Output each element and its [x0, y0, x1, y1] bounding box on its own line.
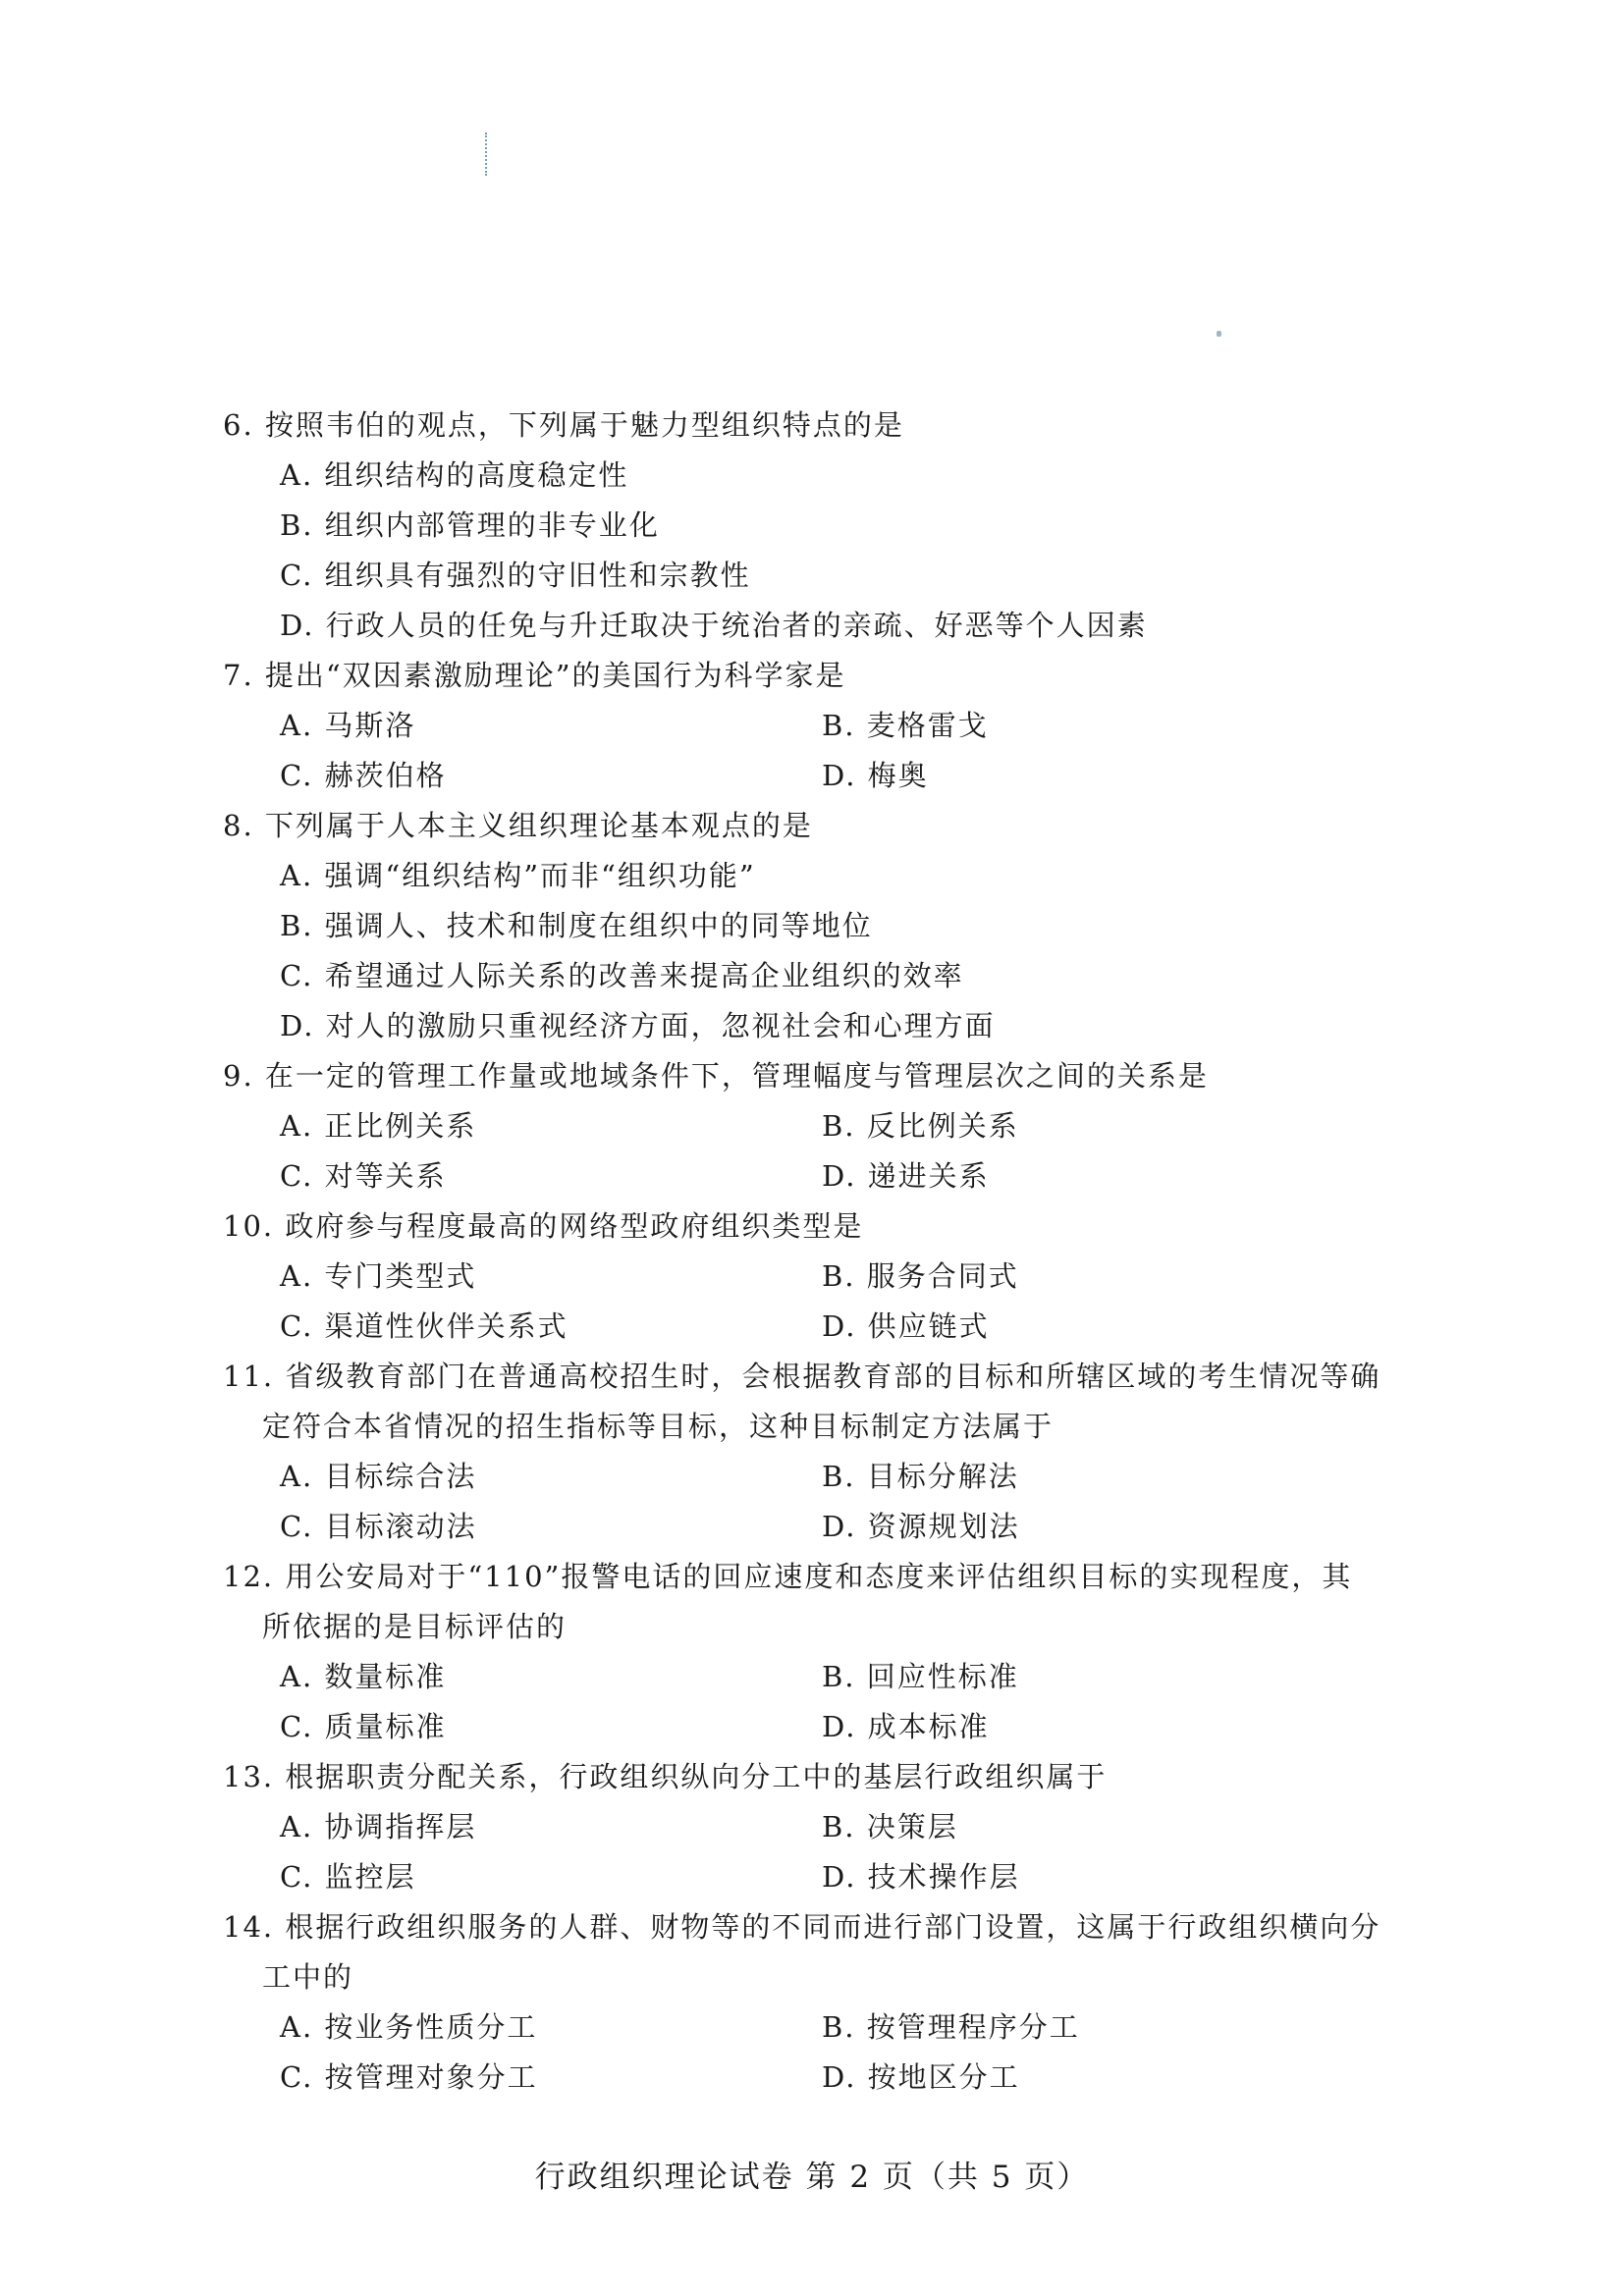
option-list [223, 2002, 1421, 2103]
question-11 [223, 1352, 1421, 1552]
question-7 [223, 651, 1421, 801]
question-9 [223, 1051, 1421, 1201]
option-c: C. 监控层 [280, 1860, 416, 1894]
question-stem-continued: 定符合本省情况的招生指标等目标，这种目标制定方法属于 [262, 1410, 1055, 1443]
option-a: A. 强调“组织结构”而非“组织功能” [280, 859, 756, 892]
scan-mark [485, 133, 491, 176]
option-c: C. 赫茨伯格 [280, 759, 447, 792]
option-c: C. 希望通过人际关系的改善来提高企业组织的效率 [280, 959, 964, 992]
option-c: C. 按管理对象分工 [280, 2060, 538, 2094]
option-a: A. 组织结构的高度稳定性 [280, 458, 629, 492]
option-d: D. 递进关系 [822, 1159, 990, 1193]
option-a: A. 目标综合法 [280, 1460, 477, 1493]
question-stem: 12. 用公安局对于“110”报警电话的回应速度和态度来评估组织目标的实现程度，其 [223, 1560, 1353, 1593]
option-a: A. 按业务性质分工 [280, 2010, 538, 2044]
scan-mark [1217, 331, 1221, 337]
option-b: B. 服务合同式 [822, 1259, 1019, 1293]
option-b: B. 组织内部管理的非专业化 [280, 508, 660, 542]
option-b: B. 目标分解法 [822, 1460, 1019, 1493]
question-stem-continued: 所依据的是目标评估的 [262, 1610, 568, 1643]
question-14 [223, 1902, 1421, 2103]
option-list [223, 1101, 1421, 1201]
option-b: B. 回应性标准 [822, 1660, 1019, 1693]
option-c: C. 目标滚动法 [280, 1510, 477, 1543]
option-list [223, 701, 1421, 801]
question-stem-continued: 工中的 [262, 1960, 354, 1994]
question-12 [223, 1552, 1421, 1752]
option-c: C. 对等关系 [280, 1159, 447, 1193]
option-list [223, 1802, 1421, 1902]
option-a: A. 正比例关系 [280, 1109, 477, 1143]
option-c: C. 组织具有强烈的守旧性和宗教性 [280, 559, 751, 592]
option-d: D. 按地区分工 [822, 2060, 1020, 2094]
option-d: D. 成本标准 [822, 1710, 990, 1743]
question-stem: 14. 根据行政组织服务的人群、财物等的不同而进行部门设置，这属于行政组织横向分 [223, 1910, 1381, 1944]
option-list [223, 1652, 1421, 1752]
option-d: D. 技术操作层 [822, 1860, 1020, 1894]
option-b: B. 按管理程序分工 [822, 2010, 1080, 2044]
option-list [223, 451, 1421, 651]
option-d: D. 梅奥 [822, 759, 929, 792]
question-stem: 10. 政府参与程度最高的网络型政府组织类型是 [223, 1209, 864, 1243]
question-stem: 7. 提出“双因素激励理论”的美国行为科学家是 [223, 659, 846, 692]
question-stem: 11. 省级教育部门在普通高校招生时，会根据教育部的目标和所辖区域的考生情况等确 [223, 1360, 1381, 1393]
option-a: A. 协调指挥层 [280, 1810, 477, 1843]
option-d: D. 供应链式 [822, 1309, 990, 1343]
option-a: A. 数量标准 [280, 1660, 447, 1693]
option-list [223, 1452, 1421, 1552]
option-b: B. 反比例关系 [822, 1109, 1019, 1143]
question-6 [223, 400, 1421, 651]
option-d: D. 资源规划法 [822, 1510, 1020, 1543]
option-c: C. 渠道性伙伴关系式 [280, 1309, 568, 1343]
question-stem: 13. 根据职责分配关系，行政组织纵向分工中的基层行政组织属于 [223, 1760, 1108, 1793]
option-b: B. 麦格雷戈 [822, 709, 989, 742]
option-c: C. 质量标准 [280, 1710, 447, 1743]
option-b: B. 强调人、技术和制度在组织中的同等地位 [280, 909, 873, 942]
question-stem: 6. 按照韦伯的观点，下列属于魅力型组织特点的是 [223, 408, 904, 442]
question-stem: 8. 下列属于人本主义组织理论基本观点的是 [223, 809, 813, 842]
question-list [223, 400, 1421, 2103]
option-d: D. 行政人员的任免与升迁取决于统治者的亲疏、好恶等个人因素 [280, 609, 1148, 642]
question-stem: 9. 在一定的管理工作量或地域条件下，管理幅度与管理层次之间的关系是 [223, 1059, 1209, 1093]
option-a: A. 专门类型式 [280, 1259, 477, 1293]
question-8 [223, 801, 1421, 1051]
option-list [223, 1252, 1421, 1352]
option-a: A. 马斯洛 [280, 709, 416, 742]
option-d: D. 对人的激励只重视经济方面，忽视社会和心理方面 [280, 1009, 996, 1042]
question-10 [223, 1201, 1421, 1352]
option-b: B. 决策层 [822, 1810, 958, 1843]
page-footer: 行政组织理论试卷 第 2 页（共 5 页） [534, 2160, 1090, 2195]
question-13 [223, 1752, 1421, 1902]
option-list [223, 851, 1421, 1051]
